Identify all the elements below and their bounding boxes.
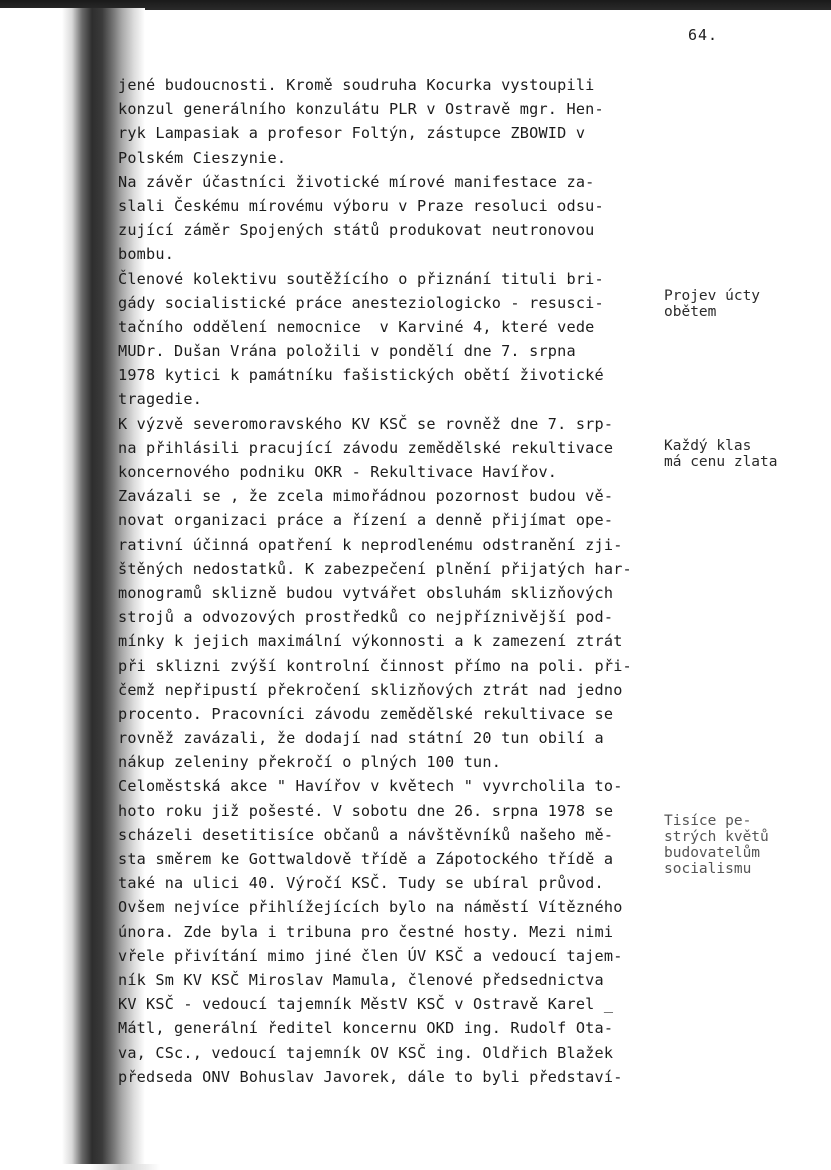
text-line: MUDr. Dušan Vrána položili v pondělí dne 7. srpna (118, 342, 576, 361)
text-line: února. Zde byla i tribuna pro čestné hosty. Mezi nimi (118, 922, 614, 941)
text-line: 1978 kytici k památníku fašistických obětí životické (118, 366, 604, 385)
text-line: monogramů sklizně budou vytvářet obsluhám sklizňových (118, 583, 614, 602)
margin-note-tribute: Projev úcty obětem (664, 288, 761, 320)
text-line: rovněž zavázali, že dodají nad státní 20 tun obilí a (118, 729, 604, 748)
text-line: hoto roku již pošesté. V sobotu dne 26. srpna 1978 se (118, 801, 614, 820)
text-line: jené budoucnosti. Kromě soudruha Kocurka vystoupili (118, 76, 595, 94)
text-line: Zavázali se , že zcela mimořádnou pozornost budou vě- (118, 487, 614, 506)
text-line: ryk Lampasiak a profesor Foltýn, zástupce ZBOWID v (118, 124, 586, 143)
text-line: na přihlásili pracující závodu zemědělské rekultivace (118, 438, 614, 457)
text-line: také na ulici 40. Výročí KSČ. Tudy se ubíral průvod. (118, 874, 604, 893)
chronicle-body-text (118, 73, 678, 1089)
text-line: K výzvě severomoravského KV KSČ se rovněž dne 7. srp- (118, 414, 614, 433)
text-line: gády socialistické práce anesteziologicko - resusci- (118, 293, 604, 312)
text-line: slali Českému mírovému výboru v Praze resoluci odsu- (118, 196, 604, 215)
text-line: čemž nepřipustí překročení sklizňových ztrát nad jedno (118, 680, 623, 699)
page-bottom-edge (0, 1164, 831, 1170)
text-line: při sklizni zvýší kontrolní činnost přímo na poli. při- (118, 656, 632, 675)
text-line: Ovšem nejvíce přihlížejících bylo na náměstí Vítězného (118, 898, 623, 917)
text-line: koncernového podniku OKR - Rekultivace Havířov. (118, 463, 558, 481)
text-line: bombu. (118, 245, 175, 264)
text-line: zující záměr Spojených států produkovat neutronovou (118, 221, 595, 240)
text-line: rativní účinná opatření k neprodlenému odstranění zji- (118, 535, 623, 554)
text-line: Na závěr účastníci životické mírové manifestace za- (118, 172, 595, 191)
text-line: mínky k jejich maximální výkonnosti a k zamezení ztrát (118, 632, 623, 651)
text-line: tačního oddělení nemocnice v Karviné 4, které vede (118, 317, 595, 336)
text-line: va, CSc., vedoucí tajemník OV KSČ ing. Oldřich Blažek (118, 1043, 614, 1062)
page-number: 64. (688, 26, 719, 44)
text-line: konzul generálního konzulátu PLR v Ostravě mgr. Hen- (118, 100, 604, 119)
margin-note-flowers: Tisíce pe- strých květů budovatelům socialismu (664, 813, 769, 877)
text-line: vřele přivítání mimo jiné člen ÚV KSČ a vedoucí tajem- (118, 946, 623, 965)
text-line: sta směrem ke Gottwaldově třídě a Zápotockého třídě a (118, 850, 614, 868)
text-line: KV KSČ - vedoucí tajemník MěstV KSČ v Ostravě Karel _ (118, 995, 614, 1014)
text-line: Mátl, generální ředitel koncernu OKD ing. Rudolf Ota- (118, 1019, 614, 1038)
text-line: štěných nedostatků. K zabezpečení plnění přijatých har- (118, 559, 632, 578)
text-line: novat organizaci práce a řízení a denně přijímat ope- (118, 511, 614, 530)
text-line: tragedie. (118, 390, 203, 409)
text-line: Celoměstská akce " Havířov v květech " vyvrcholila to- (118, 777, 623, 796)
margin-note-harvest: Každý klas má cenu zlata (664, 438, 778, 470)
text-line: procento. Pracovníci závodu zemědělské rekultivace se (118, 704, 614, 723)
text-line: nákup zeleniny překročí o plných 100 tun. (118, 753, 502, 772)
text-line: Členové kolektivu soutěžícího o přiznání tituli bri- (118, 269, 604, 288)
text-line: Polském Cieszynie. (118, 148, 287, 167)
text-line: scházeli desetitisíce občanů a návštěvníků našeho mě- (118, 825, 614, 844)
text-line: ník Sm KV KSČ Miroslav Mamula, členové předsednictva (118, 970, 604, 989)
text-line: předseda ONV Bohuslav Javorek, dále to byli představí- (118, 1067, 623, 1086)
text-line: strojů a odvozových prostředků co nejpříznivější pod- (118, 608, 614, 627)
